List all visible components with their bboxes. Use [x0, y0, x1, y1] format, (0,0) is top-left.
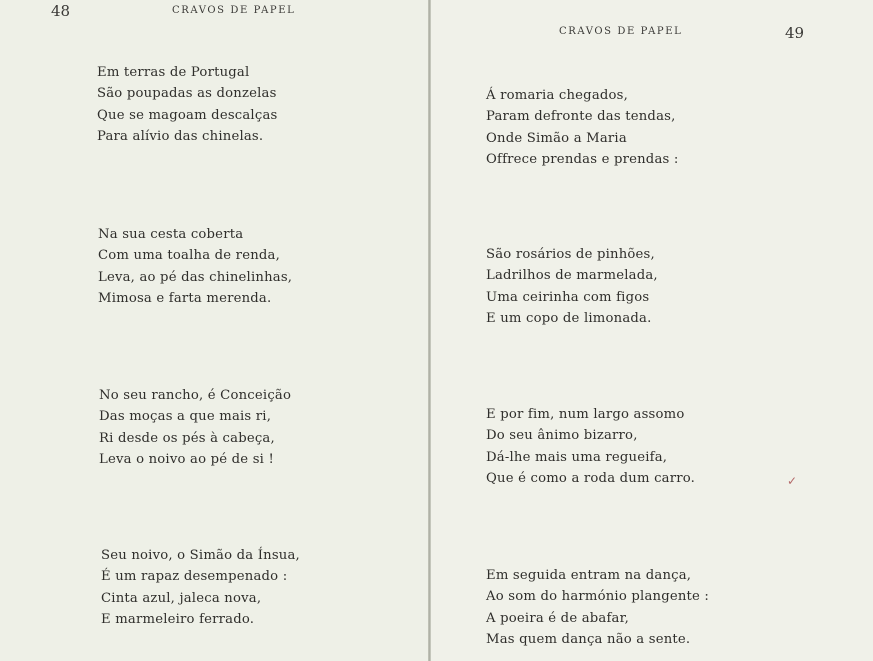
left-stanza-4 [101, 545, 300, 630]
ink-mark-icon: ✓ [787, 474, 798, 488]
verse-line: Leva, ao pé das chinelinhas, [98, 269, 293, 285]
verse-line: E por fim, num largo assomo [486, 407, 685, 422]
verse-line: Cinta azul, jaleca nova, [101, 590, 262, 606]
verse-line: Em terras de Portugal [97, 65, 250, 80]
verse-line: Ladrilhos de marmelada, [486, 268, 658, 284]
verse-line: Do seu ânimo bizarro, [486, 428, 638, 444]
verse-line: Leva o noivo ao pé de si ! [99, 451, 274, 467]
verse-line: E um copo de limonada. [486, 310, 652, 326]
left-running-head: CRAVOS DE PAPEL [172, 5, 296, 16]
verse-line: Ri desde os pés à cabeça, [99, 430, 275, 446]
verse-line: Das moças a que mais ri, [99, 409, 272, 425]
verse-line: Para alívio das chinelas. [97, 128, 264, 144]
verse-line: Seu noivo, o Simão da Ínsua, [101, 548, 300, 563]
verse-line: Que se magoam descalças [97, 107, 278, 123]
left-page-number: 48 [51, 2, 71, 20]
verse-line: É um rapaz desempenado : [101, 569, 288, 585]
verse-line: Com uma toalha de renda, [98, 248, 280, 264]
verse-line: Param defronte das tendas, [486, 109, 676, 125]
right-page-number: 49 [785, 24, 805, 42]
verse-line: Em seguida entram na dança, [486, 568, 692, 583]
right-running-head: CRAVOS DE PAPEL [559, 26, 683, 37]
left-stanza-3 [99, 385, 291, 470]
verse-line: Mas quem dança não a sente. [486, 631, 691, 647]
verse-line: São rosários de pinhões, [486, 247, 655, 262]
left-page [0, 0, 430, 661]
right-stanza-2 [486, 244, 658, 329]
right-stanza-1 [486, 85, 679, 170]
right-stanza-3 [486, 404, 695, 489]
verse-line: Offrece prendas e prendas : [486, 151, 679, 167]
verse-line: No seu rancho, é Conceição [99, 388, 292, 403]
verse-line: E marmeleiro ferrado. [101, 611, 255, 627]
verse-line: Á romaria chegados, [486, 88, 629, 103]
verse-line: Onde Simão a Maria [486, 130, 627, 146]
verse-line: Dá-lhe mais uma regueifa, [486, 449, 668, 465]
verse-line: São poupadas as donzelas [97, 86, 277, 102]
verse-line: Uma ceirinha com figos [486, 289, 650, 305]
right-stanza-4 [486, 565, 709, 650]
left-stanza-1 [97, 62, 277, 147]
verse-line: Mimosa e farta merenda. [98, 290, 272, 306]
verse-line: Que é como a roda dum carro. [486, 470, 696, 486]
verse-line: A poeira é de abafar, [486, 610, 630, 626]
verse-line: Na sua cesta coberta [98, 227, 244, 242]
verse-line: Ao som do harmónio plangente : [486, 589, 710, 605]
left-stanza-2 [98, 224, 292, 309]
right-page [431, 0, 873, 661]
